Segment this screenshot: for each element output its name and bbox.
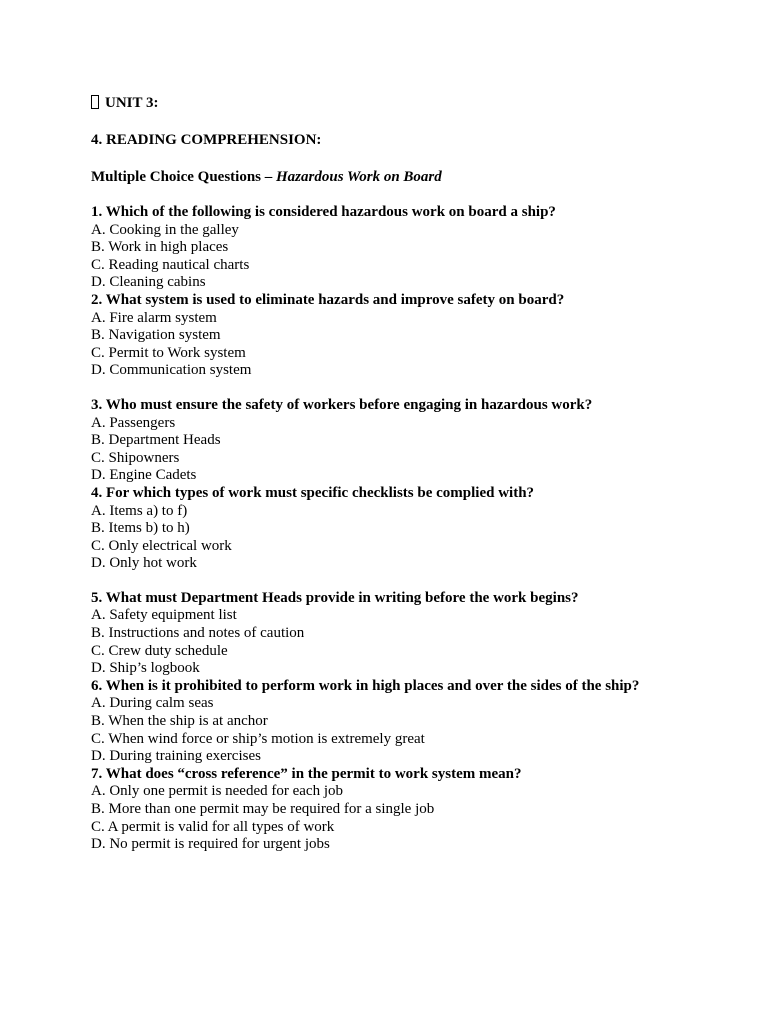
answer-option: D. During training exercises [91,748,261,765]
question-6 [91,678,731,766]
answer-option: A. Items a) to f) [91,502,188,519]
answer-option: C. Shipowners [91,449,180,466]
answer-option: D. No permit is required for urgent jobs [91,836,330,853]
answer-option: D. Only hot work [91,555,197,572]
answer-option: B. Work in high places [91,239,229,256]
question-2 [91,292,731,380]
mcq-heading [91,167,731,187]
question-7 [91,766,731,854]
unit-title-text: UNIT 3: [105,95,159,111]
answer-option: A. During calm seas [91,695,214,712]
answer-option: D. Ship’s logbook [91,660,200,677]
answer-option: D. Communication system [91,362,252,379]
answer-option: D. Engine Cadets [91,467,197,484]
answer-option: A. Only one permit is needed for each job [91,783,344,800]
question-text: 4. For which types of work must specific checklists be complied with? [91,484,535,501]
answer-option: B. When the ship is at anchor [91,713,268,730]
question-5 [91,590,731,678]
question-text: 6. When is it prohibited to perform work in high places and over the sides of the ship? [91,677,640,694]
answer-option: C. Reading nautical charts [91,256,250,273]
missing-glyph-box-icon [91,95,99,109]
question-4 [91,485,731,573]
question-1 [91,204,731,292]
question-text: 1. Which of the following is considered hazardous work on board a ship? [91,204,556,220]
question-3 [91,397,731,485]
question-text: 7. What does “cross reference” in the permit to work system mean? [91,765,522,782]
unit-heading [91,93,731,113]
answer-option: C. Only electrical work [91,537,232,554]
document-page [91,93,731,854]
answer-option: B. Department Heads [91,432,221,449]
section-heading: 4. READING COMPREHENSION: [91,132,322,148]
answer-option: A. Cooking in the galley [91,221,239,238]
answer-option: C. Crew duty schedule [91,642,228,659]
answer-option: B. More than one permit may be required for a single job [91,801,435,817]
answer-option: B. Items b) to h) [91,520,190,537]
answer-option: C. A permit is valid for all types of work [91,818,335,835]
answer-option: A. Safety equipment list [91,607,237,624]
answer-option: C. When wind force or ship’s motion is extremely great [91,730,425,747]
question-text: 2. What system is used to eliminate hazards and improve safety on board? [91,291,565,308]
answer-option: A. Fire alarm system [91,309,217,326]
answer-option: B. Navigation system [91,327,221,344]
question-text: 5. What must Department Heads provide in writing before the work begins? [91,589,579,606]
answer-option: D. Cleaning cabins [91,274,206,291]
answer-option: A. Passengers [91,414,176,431]
answer-option: C. Permit to Work system [91,344,246,361]
mcq-heading-prefix: Multiple Choice Questions – [91,169,277,185]
answer-option: B. Instructions and notes of caution [91,625,305,642]
question-text: 3. Who must ensure the safety of workers before engaging in hazardous work? [91,396,593,413]
mcq-heading-topic: Hazardous Work on Board [276,169,442,185]
